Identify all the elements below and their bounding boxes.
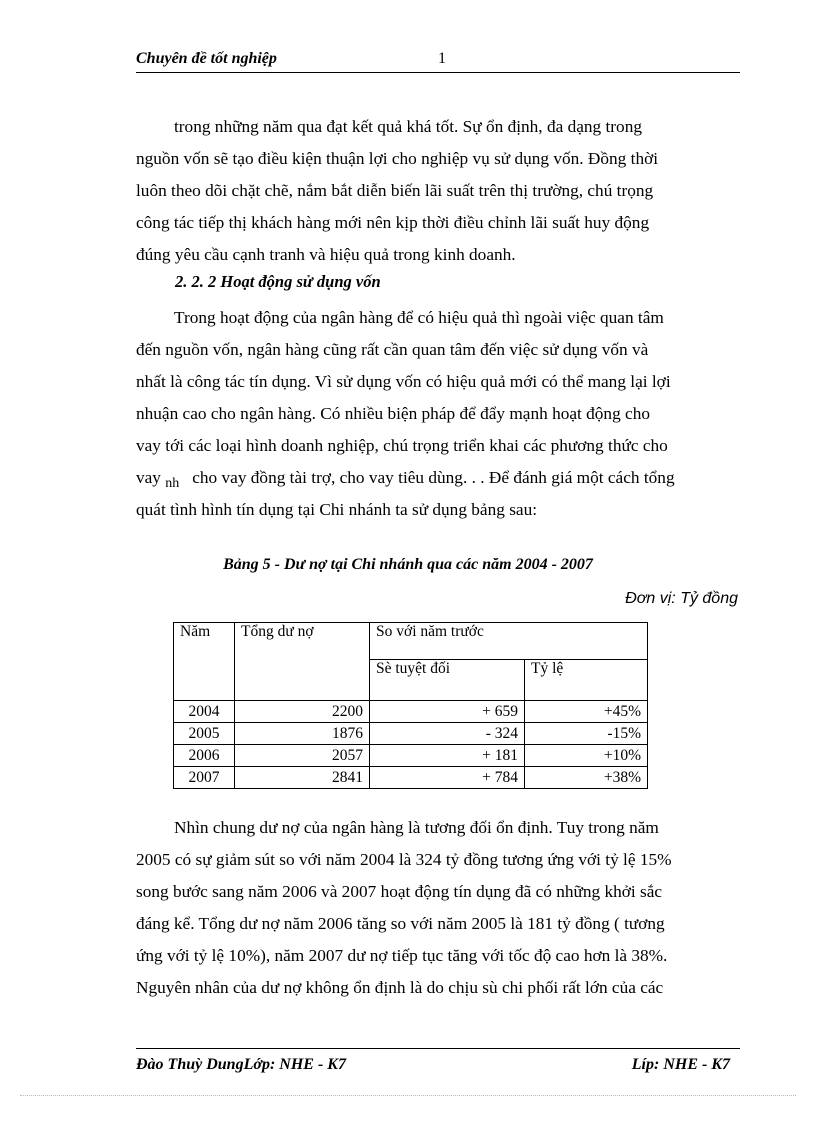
- paragraph-2: [136, 302, 740, 526]
- paragraph-line: [136, 462, 740, 494]
- cell-year: 2005: [174, 723, 235, 745]
- cell-rate: -15%: [525, 723, 648, 745]
- footer-class: Líp: NHE - K7: [631, 1056, 730, 1073]
- page-number: 1: [438, 50, 446, 67]
- paragraph-line: song bước sang năm 2006 và 2007 hoạt động tín dụng đã có những khởi sắc: [136, 882, 663, 901]
- paragraph-3: [136, 812, 740, 1004]
- cell-year: 2007: [174, 767, 235, 789]
- table-row: [174, 745, 648, 767]
- subscript-text: nh: [165, 476, 180, 491]
- paragraph-line: nguồn vốn sẽ tạo điều kiện thuận lợi cho nghiệp vụ sử dụng vốn. Đồng thời: [136, 149, 659, 168]
- page-edge-divider: [20, 1095, 796, 1096]
- header-rate: Tỷ lệ: [525, 660, 648, 701]
- cell-absolute: + 181: [370, 745, 525, 767]
- table-caption: Bảng 5 - Dư nợ tại Chi nhánh qua các năm 2004 - 2007: [223, 556, 593, 573]
- section-heading: 2. 2. 2 Hoạt động sử dụng vốn: [175, 272, 381, 291]
- cell-absolute: + 659: [370, 701, 525, 723]
- cell-total: 1876: [235, 723, 370, 745]
- table-row: [174, 767, 648, 789]
- header-year: Năm: [174, 623, 235, 701]
- paragraph-line: Nguyên nhân của dư nợ không ổn định là do chịu sù chi phối rất lớn của các: [136, 978, 664, 997]
- cell-total: 2841: [235, 767, 370, 789]
- cell-absolute: + 784: [370, 767, 525, 789]
- page-footer: [136, 1048, 740, 1079]
- unit-note: Đơn vị: Tỷ đồng: [625, 590, 738, 607]
- header-title: Chuyên đề tốt nghiệp: [136, 50, 277, 67]
- cell-total: 2200: [235, 701, 370, 723]
- paragraph-line: nhuận cao cho ngân hàng. Có nhiều biện pháp để đẩy mạnh hoạt động cho: [136, 404, 650, 423]
- paragraph-line: 2005 có sự giảm sút so với năm 2004 là 324 tỷ đồng tương ứng với tỷ lệ 15%: [136, 850, 672, 869]
- paragraph-line: công tác tiếp thị khách hàng mới nên kịp thời điều chỉnh lãi suất huy động: [136, 213, 650, 232]
- paragraph-line: Trong hoạt động của ngân hàng để có hiệu quả thì ngoài việc quan tâm: [174, 308, 664, 327]
- table-row: [174, 723, 648, 745]
- paragraph-line: Nhìn chung dư nợ của ngân hàng là tương đối ổn định. Tuy trong năm: [174, 818, 659, 837]
- paragraph-line: ứng với tỷ lệ 10%), năm 2007 dư nợ tiếp tục tăng với tốc độ cao hơn là 38%.: [136, 946, 668, 965]
- paragraph-1: [136, 111, 740, 271]
- cell-year: 2004: [174, 701, 235, 723]
- debt-table: [173, 622, 648, 789]
- paragraph-line: quát tình hình tín dụng tại Chi nhánh ta sử dụng bảng sau:: [136, 500, 538, 519]
- paragraph-line: đúng yêu cầu cạnh tranh và hiệu quả trong kinh doanh.: [136, 245, 516, 264]
- paragraph-line: trong những năm qua đạt kết quả khá tốt. Sự ổn định, đa dạng trong: [174, 117, 642, 136]
- paragraph-line: đến nguồn vốn, ngân hàng cũng rất cần quan tâm đến việc sử dụng vốn và: [136, 340, 649, 359]
- page-header: [136, 48, 740, 73]
- paragraph-line: đáng kể. Tổng dư nợ năm 2006 tăng so với năm 2005 là 181 tỷ đồng ( tương: [136, 914, 665, 933]
- header-absolute: Sè tuyệt đối: [370, 660, 525, 701]
- paragraph-line: luôn theo dõi chặt chẽ, nắm bắt diễn biến lãi suất trên thị trường, chú trọng: [136, 181, 654, 200]
- paragraph-line: nhất là công tác tín dụng. Vì sử dụng vốn có hiệu quả mới có thể mang lại lợi: [136, 372, 671, 391]
- cell-absolute: - 324: [370, 723, 525, 745]
- cell-rate: +38%: [525, 767, 648, 789]
- line-start: vay: [136, 468, 161, 487]
- footer-author: Đào Thuỳ DungLớp: NHE - K7: [136, 1056, 346, 1073]
- cell-total: 2057: [235, 745, 370, 767]
- paragraph-line: vay tới các loại hình doanh nghiệp, chú trọng triển khai các phương thức cho: [136, 436, 668, 455]
- cell-year: 2006: [174, 745, 235, 767]
- cell-rate: +45%: [525, 701, 648, 723]
- table-row: [174, 701, 648, 723]
- header-total: Tổng dư nợ: [235, 623, 370, 701]
- line-rest: cho vay đồng tài trợ, cho vay tiêu dùng. . . Để đánh giá một cách tổng: [192, 468, 675, 487]
- header-compare: So với năm trước: [370, 623, 648, 660]
- cell-rate: +10%: [525, 745, 648, 767]
